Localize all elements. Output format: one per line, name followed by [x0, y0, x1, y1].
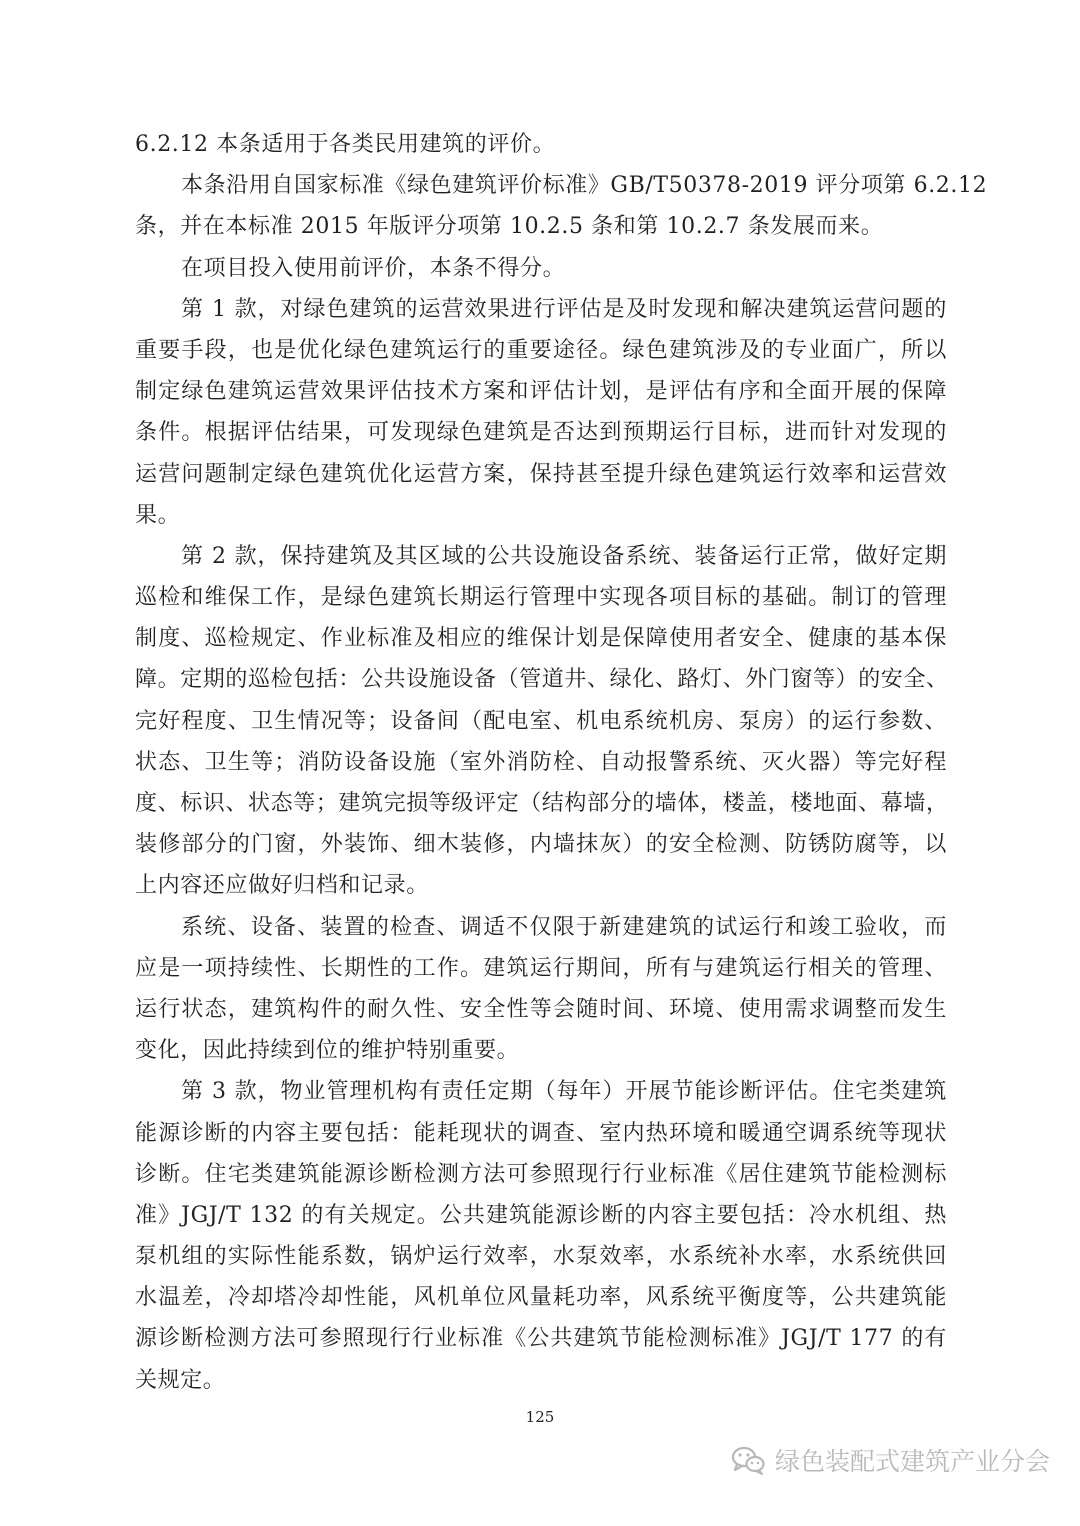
text-line: 度、标识、状态等；建筑完损等级评定（结构部分的墙体，楼盖，楼地面、幕墙，: [135, 791, 949, 816]
text-line: 在项目投入使用前评价，本条不得分。: [181, 255, 566, 281]
watermark-text: 绿色装配式建筑产业分会: [774, 1447, 1050, 1476]
text-line: 关规定。: [135, 1367, 226, 1393]
text-line: 运营问题制定绿色建筑优化运营方案，保持甚至提升绿色建筑运行效率和运营效: [135, 461, 947, 487]
text-line: 障。定期的巡检包括：公共设施设备（管道井、绿化、路灯、外门窗等）的安全、: [135, 667, 949, 693]
text-line: 系统、设备、装置的检查、调适不仅限于新建建筑的试运行和竣工验收，而: [181, 914, 947, 940]
text-line: 运行状态，建筑构件的耐久性、安全性等会随时间、环境、使用需求调整而发生: [135, 996, 947, 1022]
text-line: 装修部分的门窗，外装饰、细木装修，内墙抹灰）的安全检测、防锈防腐等，以: [135, 832, 947, 858]
text-line: 状态、卫生等；消防设备设施（室外消防栓、自动报警系统、灭火器）等完好程: [135, 749, 947, 775]
text-line: 第 1 款，对绿色建筑的运营效果进行评估是及时发现和解决建筑运营问题的: [181, 296, 947, 322]
text-line: 本条沿用自国家标准《绿色建筑评价标准》GB/T50378-2019 评分项第 6.2.12: [181, 173, 988, 199]
wechat-icon: [731, 1445, 765, 1475]
text-line: 准》JGJ/T 132 的有关规定。公共建筑能源诊断的内容主要包括：冷水机组、热: [135, 1202, 947, 1228]
text-line: 重要手段，也是优化绿色建筑运行的重要途径。绿色建筑涉及的专业面广，所以: [135, 337, 947, 363]
text-line: 第 2 款，保持建筑及其区域的公共设施设备系统、装备运行正常，做好定期: [181, 543, 947, 569]
text-line: 诊断。住宅类建筑能源诊断检测方法可参照现行行业标准《居住建筑节能检测标: [135, 1161, 947, 1187]
text-line: 源诊断检测方法可参照现行行业标准《公共建筑节能检测标准》JGJ/T 177 的有: [135, 1326, 947, 1352]
text-line: 第 3 款，物业管理机构有责任定期（每年）开展节能诊断评估。住宅类建筑: [181, 1079, 947, 1105]
text-line: 应是一项持续性、长期性的工作。建筑运行期间，所有与建筑运行相关的管理、: [135, 955, 947, 981]
text-line: 制度、巡检规定、作业标准及相应的维保计划是保障使用者安全、健康的基本保: [135, 626, 947, 652]
clause-heading: 6.2.12 本条适用于各类民用建筑的评价。: [135, 132, 556, 157]
text-line: 水温差，冷却塔冷却性能，风机单位风量耗功率，风系统平衡度等，公共建筑能: [135, 1285, 947, 1311]
text-line: 制定绿色建筑运营效果评估技术方案和评估计划，是评估有序和全面开展的保障: [135, 379, 947, 405]
text-line: 变化，因此持续到位的维护特别重要。: [135, 1038, 520, 1064]
text-line: 上内容还应做好归档和记录。: [135, 873, 429, 899]
page-number: 125: [525, 1408, 555, 1426]
text-line: 果。: [135, 502, 181, 528]
text-line: 完好程度、卫生情况等；设备间（配电室、机电系统机房、泵房）的运行参数、: [135, 708, 947, 734]
text-line: 条件。根据评估结果，可发现绿色建筑是否达到预期运行目标，进而针对发现的: [135, 420, 947, 446]
text-line: 巡检和维保工作，是绿色建筑长期运行管理中实现各项目标的基础。制订的管理: [135, 585, 947, 611]
text-line: 泵机组的实际性能系数，锅炉运行效率，水泵效率，水系统补水率，水系统供回: [135, 1244, 947, 1270]
watermark: [731, 1440, 1050, 1480]
text-line: 能源诊断的内容主要包括：能耗现状的调查、室内热环境和暖通空调系统等现状: [135, 1120, 947, 1146]
document-body: [135, 124, 988, 1401]
text-line: 条，并在本标准 2015 年版评分项第 10.2.5 条和第 10.2.7 条发展而来。: [135, 214, 884, 240]
